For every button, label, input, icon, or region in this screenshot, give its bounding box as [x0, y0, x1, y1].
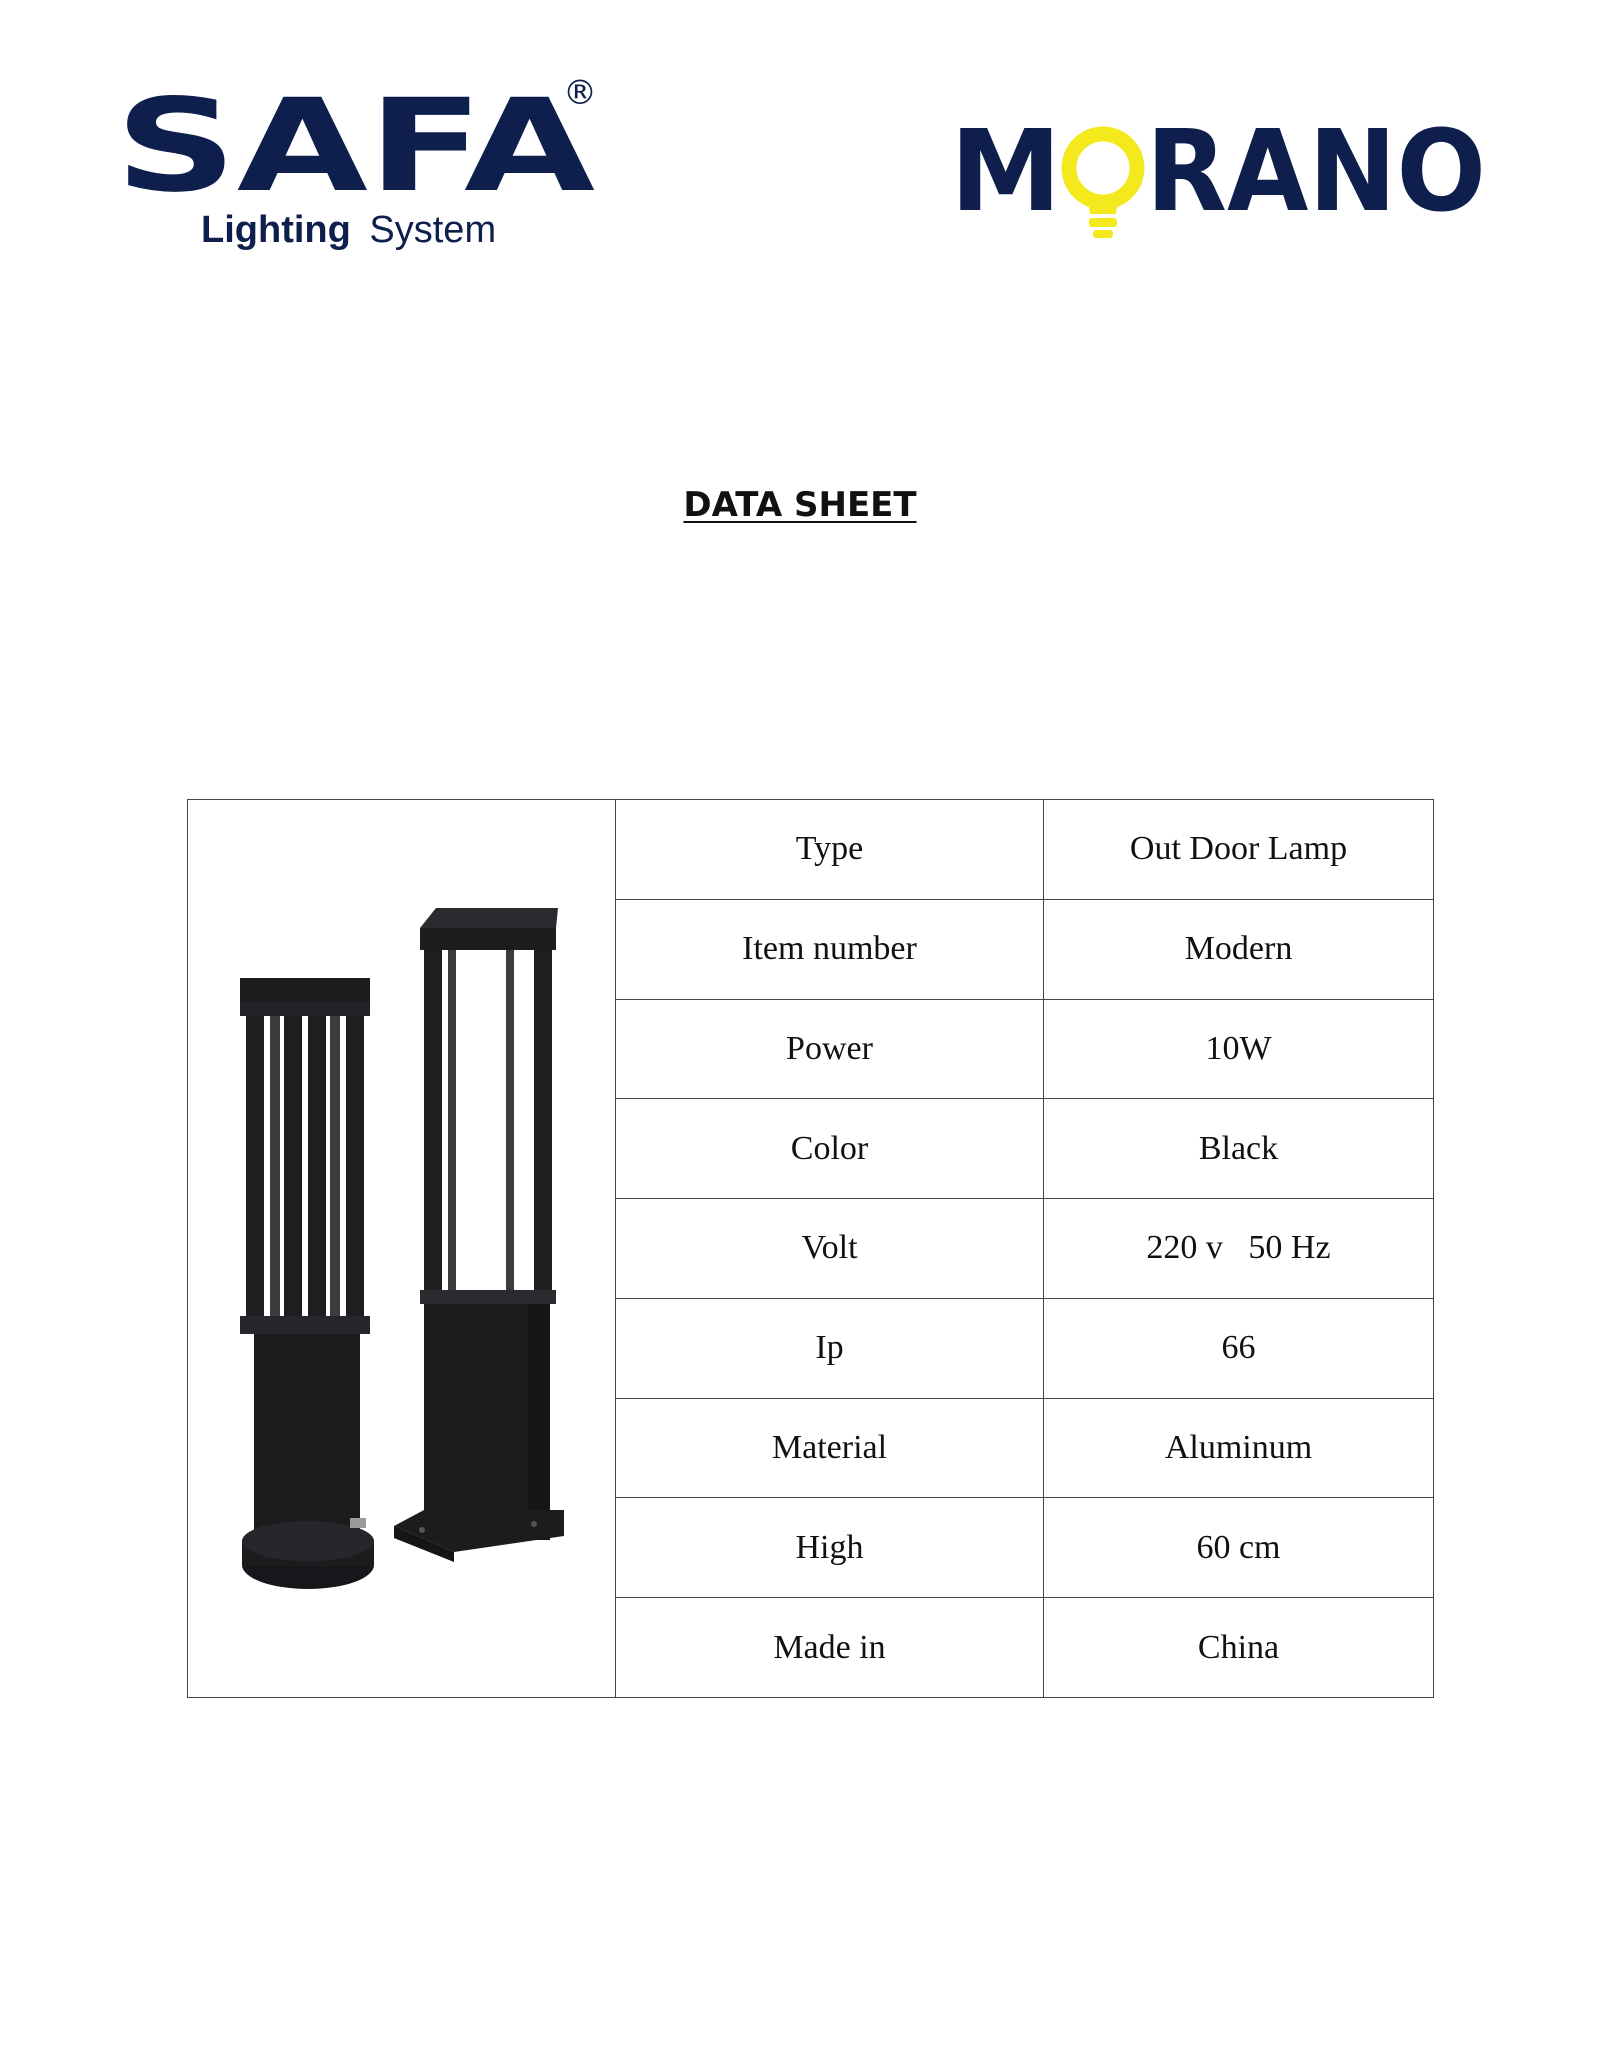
- product-image-cell: [188, 800, 616, 1698]
- round-bollard-lamp: [240, 978, 374, 1589]
- svg-text:Lighting System: [201, 209, 496, 251]
- square-bollard-lamp: [394, 908, 564, 1562]
- spec-key: Color: [616, 1099, 1044, 1199]
- morano-logo: [950, 110, 1490, 250]
- morano-wordmark-start: M: [950, 110, 1062, 237]
- spec-value: Aluminum: [1044, 1398, 1434, 1498]
- tagline-bold: Lighting: [201, 209, 351, 251]
- spec-key: Item number: [616, 899, 1044, 999]
- spec-value: 60 cm: [1044, 1498, 1434, 1598]
- spec-value: [1044, 1199, 1434, 1299]
- safa-logo: [115, 70, 615, 260]
- spec-value: 10W: [1044, 999, 1434, 1099]
- safa-wordmark: SAFA: [115, 72, 595, 221]
- morano-wordmark-end: RANO: [1146, 110, 1486, 237]
- spec-value: 66: [1044, 1298, 1434, 1398]
- spec-key: High: [616, 1498, 1044, 1598]
- page-title: DATA SHEET: [683, 485, 917, 525]
- tagline-rest: System: [369, 209, 497, 251]
- spec-key: Power: [616, 999, 1044, 1099]
- spec-value: Modern: [1044, 899, 1434, 999]
- registered-mark: ®: [563, 73, 597, 113]
- spec-value: China: [1044, 1598, 1434, 1698]
- spec-key: Volt: [616, 1199, 1044, 1299]
- spec-value: Out Door Lamp: [1044, 800, 1434, 900]
- spec-value-text: 220 v 50 Hz: [1146, 1229, 1331, 1267]
- spec-value: Black: [1044, 1099, 1434, 1199]
- spec-key: Ip: [616, 1298, 1044, 1398]
- spec-key: Made in: [616, 1598, 1044, 1698]
- spec-key: Material: [616, 1398, 1044, 1498]
- bollard-lamps-photo: [188, 800, 615, 1692]
- spec-key: Type: [616, 800, 1044, 900]
- table-row: [188, 800, 1434, 900]
- lightbulb-icon: [1069, 134, 1137, 238]
- spec-table: [187, 799, 1434, 1698]
